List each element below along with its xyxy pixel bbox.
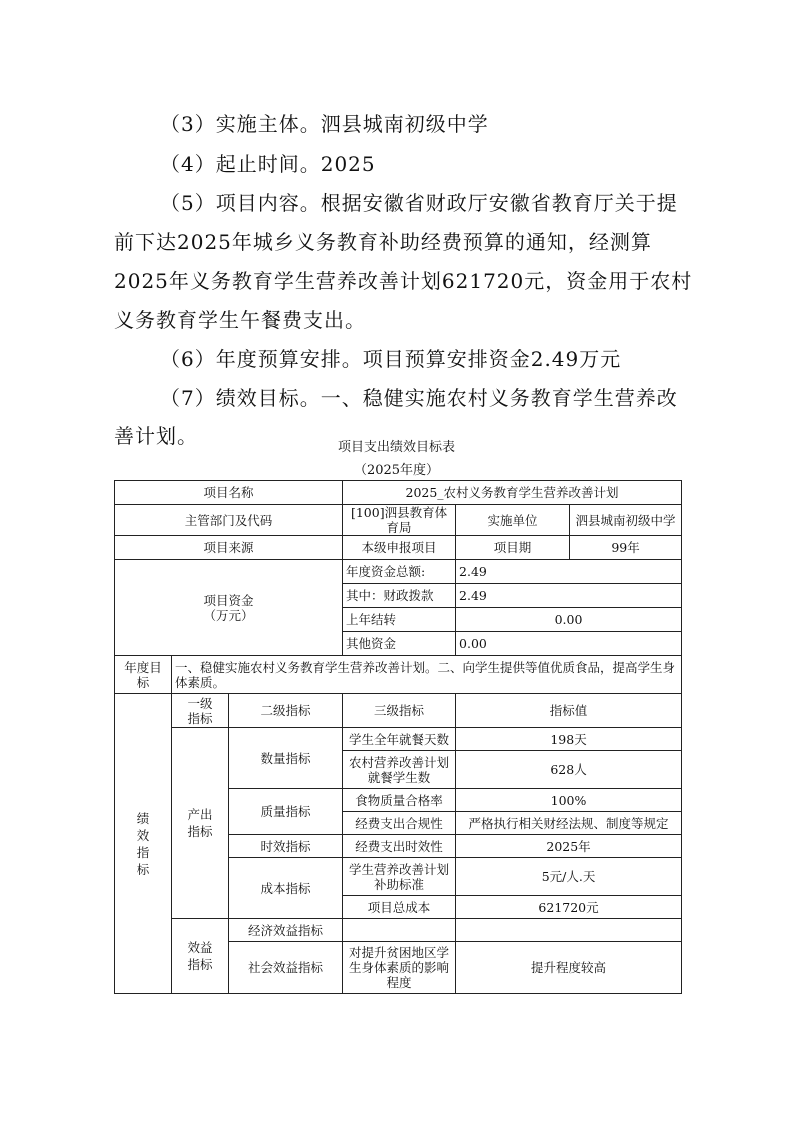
funds-unit: （万元） — [203, 607, 254, 623]
performance-target-table — [114, 480, 682, 994]
value-economic — [456, 919, 682, 942]
item-content-line1: （5）项目内容。根据安徽省财政厅安徽省教育厅关于提 — [160, 191, 678, 215]
table-row — [115, 536, 682, 560]
header-level1: 一级指标 — [172, 694, 229, 728]
funds-other-label: 其他资金 — [343, 632, 456, 656]
value-timeliness: 2025年 — [456, 835, 682, 858]
funds-total-value: 2.49 — [456, 560, 682, 584]
output-indicator-label: 产出指标 — [187, 807, 213, 839]
annual-goal-text: 一、稳健实施农村义务教育学生营养改善计划。二、向学生提供等值优质食品，提高学生身体素质。 — [172, 656, 682, 694]
item-goal-line2: 善计划。 — [114, 424, 198, 448]
table-row — [115, 560, 682, 584]
project-name-value: 2025_农村义务教育学生营养改善计划 — [343, 481, 682, 505]
item-budget: （6）年度预算安排。项目预算安排资金2.49万元 — [160, 347, 622, 371]
table-row — [115, 919, 682, 942]
item-goal-line1: （7）绩效目标。一、稳健实施农村义务教育学生营养改 — [160, 386, 678, 410]
value-subsidy-standard: 5元/人.天 — [456, 858, 682, 896]
value-meal-days: 198天 — [456, 728, 682, 751]
quantity-indicator: 数量指标 — [229, 728, 343, 789]
value-food-quality: 100% — [456, 789, 682, 812]
item-content-line2: 前下达2025年城乡义务教育补助经费预算的通知，经测算 — [114, 230, 652, 254]
social-indicator: 社会效益指标 — [229, 942, 343, 994]
benefit-indicator-cell — [172, 919, 229, 994]
impl-unit-label: 实施单位 — [456, 505, 570, 536]
l3-meal-days: 学生全年就餐天数 — [343, 728, 456, 751]
period-value: 99年 — [570, 536, 682, 560]
dept-label: 主管部门及代码 — [115, 505, 343, 536]
table-row — [115, 728, 682, 751]
timeliness-indicator: 时效指标 — [229, 835, 343, 858]
table-row — [115, 694, 682, 728]
output-indicator-cell — [172, 728, 229, 919]
l3-total-cost: 项目总成本 — [343, 896, 456, 919]
funds-other-value: 0.00 — [456, 632, 682, 656]
impl-unit-value: 泗县城南初级中学 — [570, 505, 682, 536]
l3-economic — [343, 919, 456, 942]
funds-label: 项目资金 — [203, 592, 254, 608]
l3-food-quality: 食物质量合格率 — [343, 789, 456, 812]
cost-indicator: 成本指标 — [229, 858, 343, 919]
l3-social: 对提升贫困地区学生身体素质的影响程度 — [343, 942, 456, 994]
annual-goal-label: 年度目标 — [115, 656, 172, 694]
item-content-line3: 2025年义务教育学生营养改善计划621720元，资金用于农村 — [114, 269, 693, 293]
period-label: 项目期 — [456, 536, 570, 560]
source-value: 本级申报项目 — [343, 536, 456, 560]
table-row — [115, 481, 682, 505]
table-title: 项目支出绩效目标表 — [337, 440, 455, 455]
header-level2: 二级指标 — [229, 694, 343, 728]
indicator-group-cell — [115, 694, 172, 994]
table-row — [115, 656, 682, 694]
source-label: 项目来源 — [115, 536, 343, 560]
item-period: （4）起止时间。2025 — [160, 152, 376, 176]
dept-value: [100]泗县教育体育局 — [343, 505, 456, 536]
funds-carryover-value: 0.00 — [456, 608, 682, 632]
value-student-count: 628人 — [456, 751, 682, 789]
funds-label-cell — [115, 560, 343, 656]
value-social: 提升程度较高 — [456, 942, 682, 994]
item-implementer: （3）实施主体。泗县城南初级中学 — [160, 112, 489, 136]
funds-total-label: 年度资金总额: — [343, 560, 456, 584]
funds-carryover-label: 上年结转 — [343, 608, 456, 632]
quality-indicator: 质量指标 — [229, 789, 343, 835]
table-subtitle: （2025年度） — [353, 463, 440, 478]
l3-compliance: 经费支出合规性 — [343, 812, 456, 835]
header-level3: 三级指标 — [343, 694, 456, 728]
value-total-cost: 621720元 — [456, 896, 682, 919]
table-row — [115, 505, 682, 536]
benefit-indicator-label: 效益指标 — [187, 940, 213, 972]
project-name-label: 项目名称 — [115, 481, 343, 505]
value-compliance: 严格执行相关财经法规、制度等规定 — [456, 812, 682, 835]
economic-indicator: 经济效益指标 — [229, 919, 343, 942]
l3-student-count: 农村营养改善计划就餐学生数 — [343, 751, 456, 789]
funds-fiscal-value: 2.49 — [456, 584, 682, 608]
l3-timeliness: 经费支出时效性 — [343, 835, 456, 858]
indicator-group-label: 绩效指标 — [136, 810, 150, 877]
l3-subsidy-standard: 学生营养改善计划补助标准 — [343, 858, 456, 896]
header-value: 指标值 — [456, 694, 682, 728]
item-content-line4: 义务教育学生午餐费支出。 — [114, 308, 366, 332]
funds-fiscal-label: 其中：财政拨款 — [343, 584, 456, 608]
